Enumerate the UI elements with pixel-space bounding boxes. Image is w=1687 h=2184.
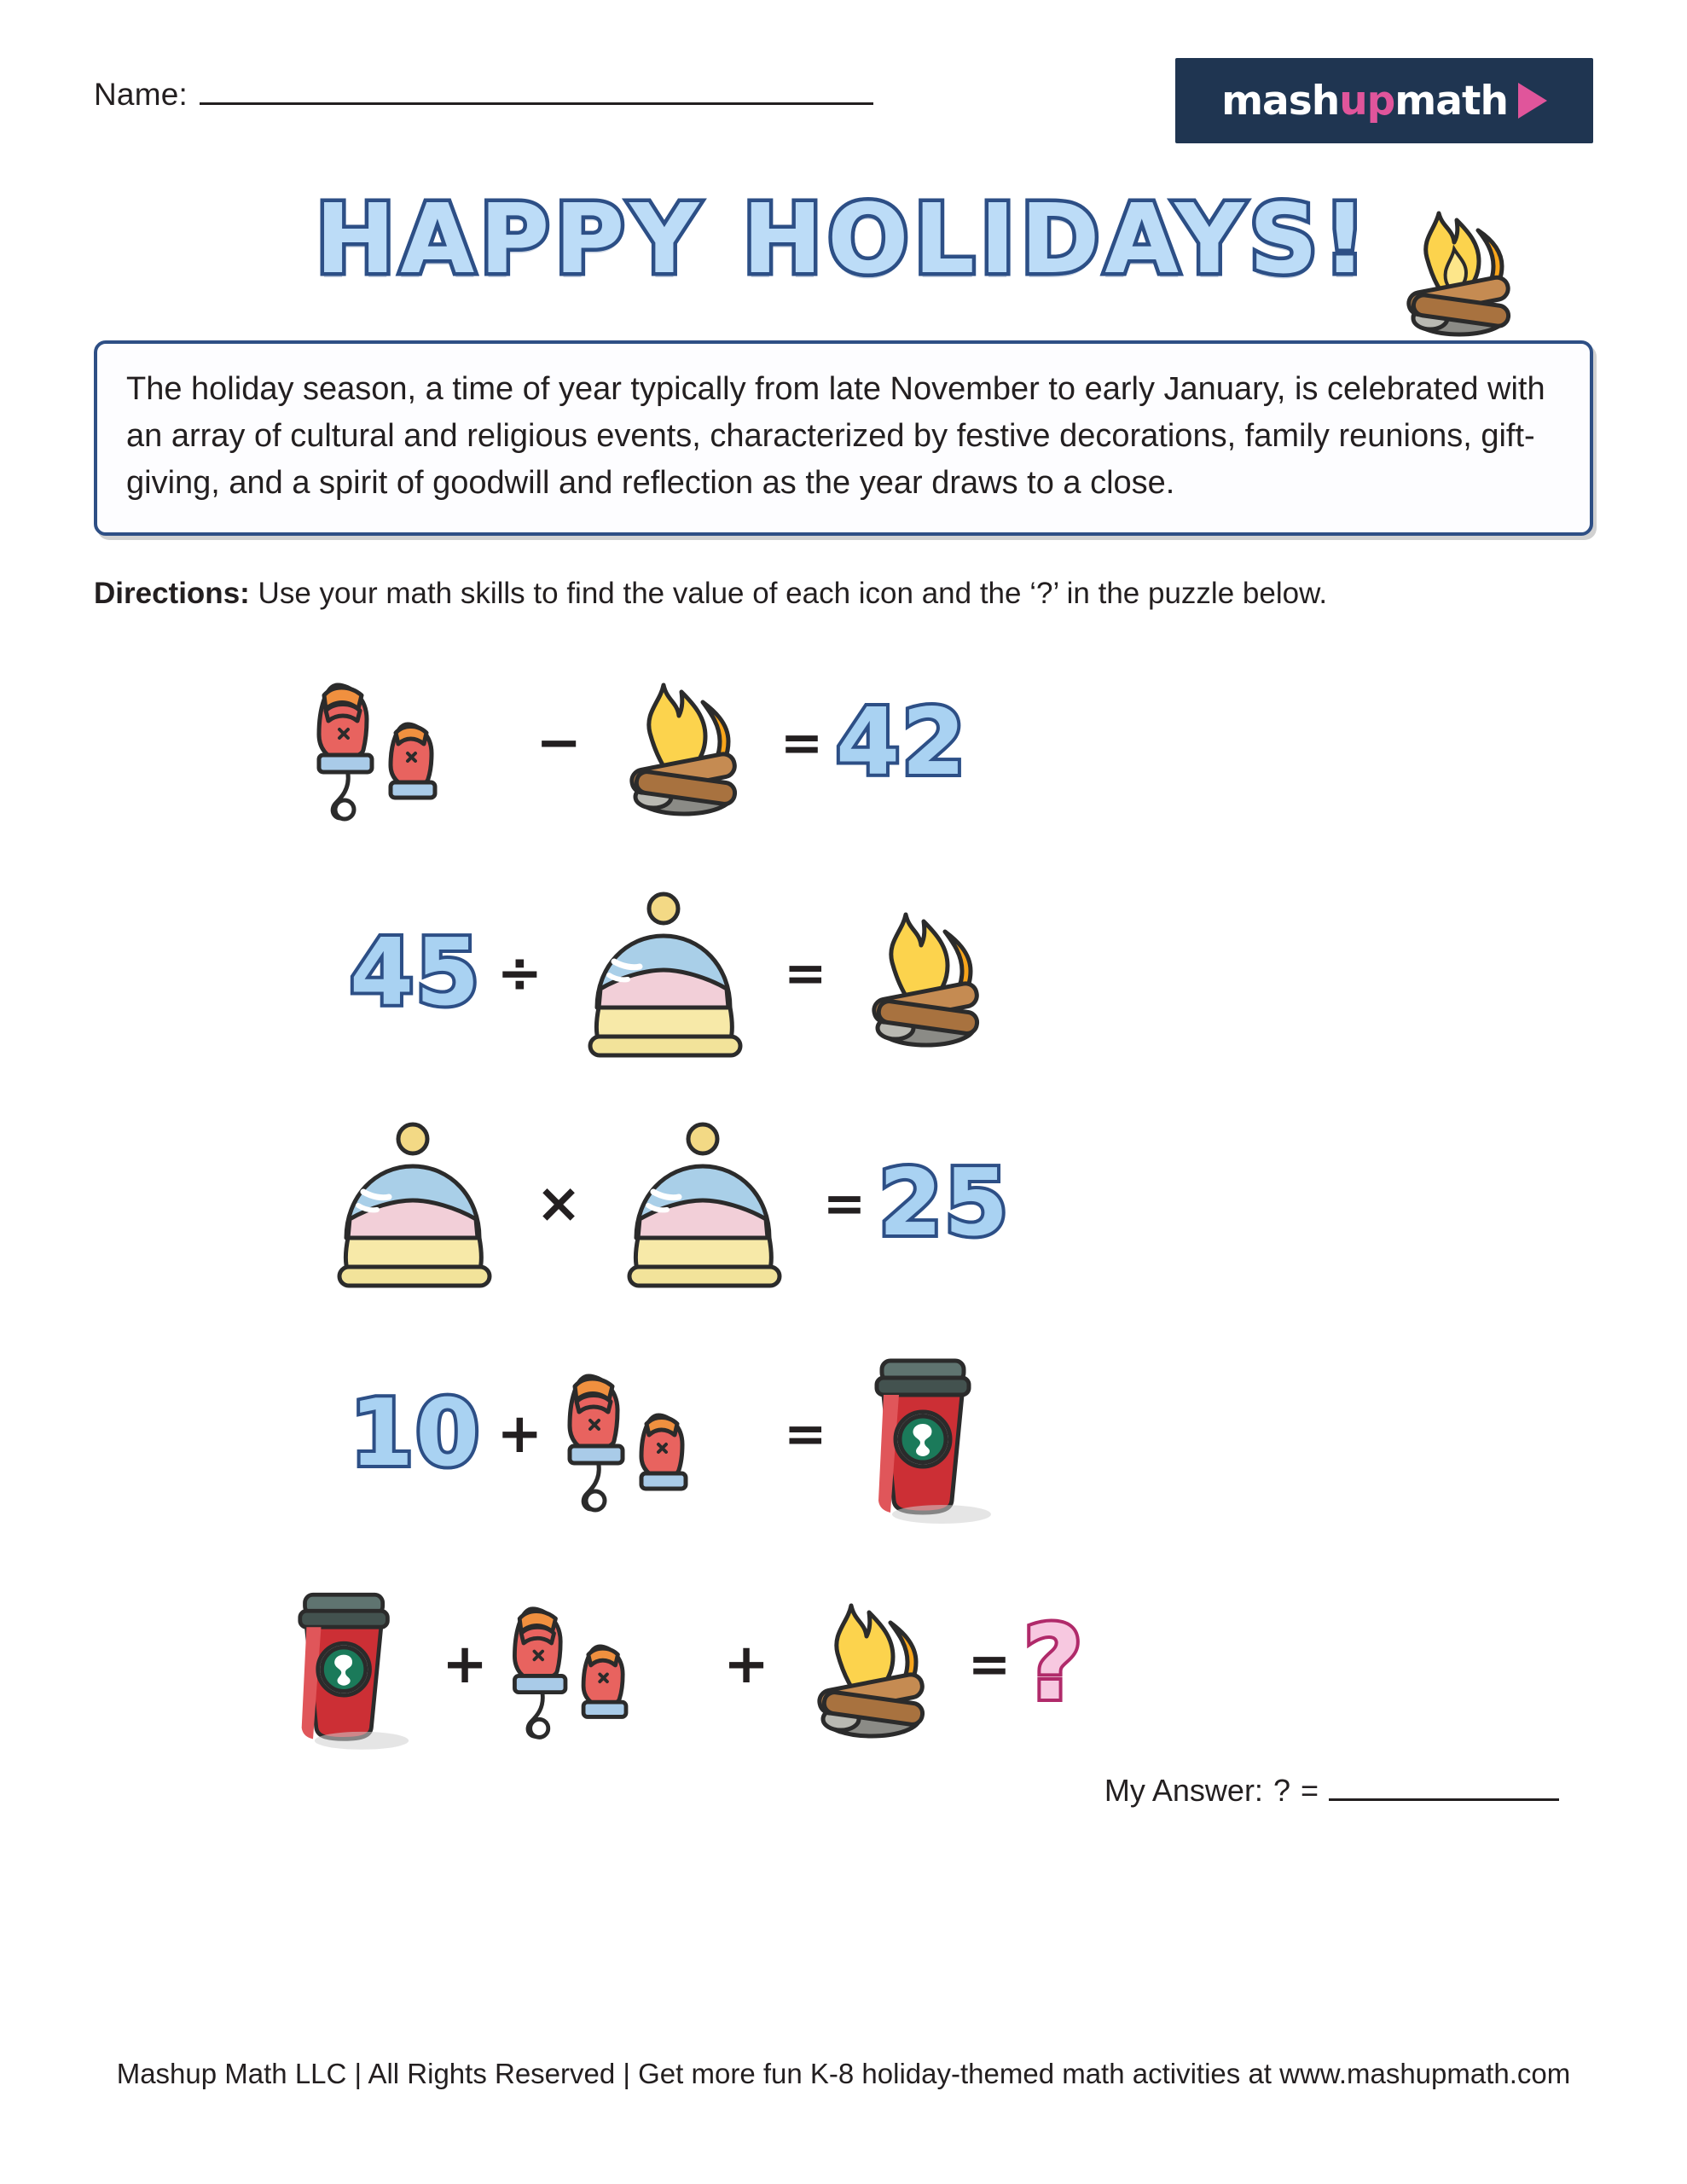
puzzle-equations xyxy=(94,628,1593,1780)
mashup-math-logo[interactable] xyxy=(1175,58,1593,143)
equals-sign: = xyxy=(967,1635,1012,1695)
hat-icon xyxy=(558,880,771,1067)
table-row xyxy=(94,1549,1593,1780)
equals-sign: = xyxy=(822,1174,867,1234)
operator-plus: + xyxy=(496,1403,543,1467)
title-banner xyxy=(94,184,1593,337)
directions xyxy=(94,577,1593,611)
logo-text-up: up xyxy=(1339,77,1395,125)
page-title: HAPPY HOLIDAYS! xyxy=(315,184,1372,295)
directions-label: Directions: xyxy=(94,577,250,611)
my-answer-row xyxy=(94,1773,1593,1809)
mittens-icon xyxy=(307,658,520,828)
logo-text-mash: mash xyxy=(1221,77,1340,125)
question-mark-icon: ? xyxy=(1023,1605,1083,1724)
directions-text: Use your math skills to find the value of each icon and the ‘?’ in the puzzle below. xyxy=(258,577,1328,611)
fire-icon xyxy=(839,892,1010,1054)
operator-plus: + xyxy=(442,1633,488,1697)
table-row xyxy=(94,858,1593,1089)
name-field[interactable] xyxy=(94,77,873,113)
fire-icon xyxy=(597,666,768,820)
term-number: 45 xyxy=(350,920,482,1027)
equals-sign: = xyxy=(784,1404,827,1465)
logo-text-math: math xyxy=(1394,77,1508,125)
logo-text xyxy=(1221,78,1508,125)
table-row xyxy=(94,1089,1593,1319)
intro-box xyxy=(94,340,1593,536)
my-answer-input[interactable] xyxy=(1329,1776,1559,1801)
equals-sign: = xyxy=(784,944,827,1004)
play-arrow-icon xyxy=(1518,83,1547,119)
my-answer-equals: = xyxy=(1300,1773,1319,1809)
result-number: 25 xyxy=(878,1150,1011,1258)
my-answer-symbol: ? xyxy=(1272,1773,1290,1809)
operator-multiply: × xyxy=(536,1172,582,1236)
coffee-cup-icon xyxy=(839,1340,1010,1528)
my-answer-label: My Answer: xyxy=(1104,1773,1263,1809)
footer-text: Mashup Math LLC | All Rights Reserved | Get more fun K-8 holiday-themed math activities at www.mashupmath.com xyxy=(116,2058,1571,2089)
fire-icon xyxy=(1376,196,1546,341)
hat-icon xyxy=(307,1110,520,1298)
operator-divide: ÷ xyxy=(496,942,543,1006)
mittens-icon xyxy=(558,1349,771,1519)
intro-text: The holiday season, a time of year typically from late November to early January, is celebrated with an array of cultural and religious events, characterized by festive decorations, family reunions, gift-giving, and a spirit of goodwill and reflection as the year draws to a close. xyxy=(126,371,1545,502)
operator-plus: + xyxy=(723,1633,769,1697)
name-input-line[interactable] xyxy=(200,77,873,105)
name-label: Name: xyxy=(94,77,188,112)
term-number: 10 xyxy=(350,1380,482,1488)
equals-sign: = xyxy=(780,713,824,774)
coffee-cup-icon xyxy=(264,1571,426,1758)
operator-minus: − xyxy=(536,712,582,775)
table-row xyxy=(94,1319,1593,1549)
header xyxy=(94,0,1593,179)
hat-icon xyxy=(597,1110,810,1298)
mittens-icon xyxy=(503,1579,708,1750)
result-number: 42 xyxy=(836,689,968,797)
table-row xyxy=(94,628,1593,858)
fire-icon xyxy=(785,1583,955,1745)
